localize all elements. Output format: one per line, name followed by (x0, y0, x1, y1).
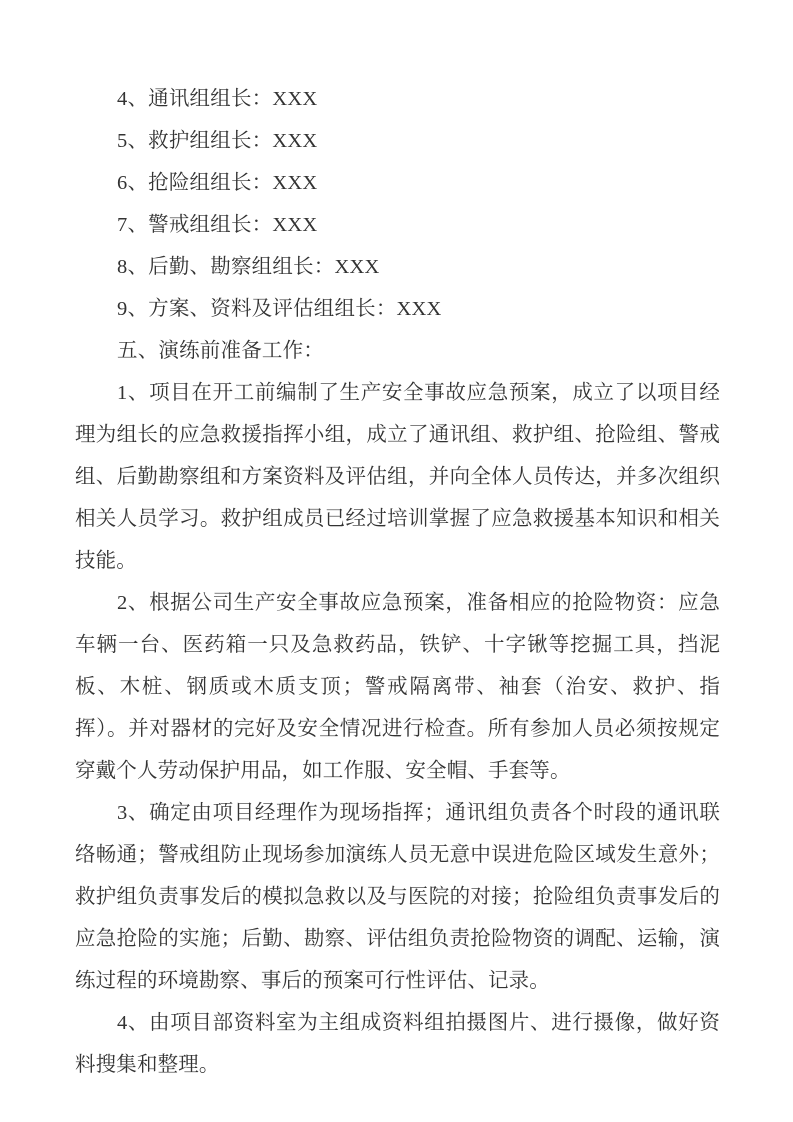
list-item: 7、警戒组组长：XXX (117, 214, 318, 236)
roster-group-leader-list (75, 78, 720, 330)
list-item: 8、后勤、勘察组组长：XXX (117, 256, 380, 278)
document-body (75, 78, 720, 1086)
paragraph: 4、由项目部资料室为主组成资料组拍摄图片、进行摄像，做好资料搜集和整理。 (75, 1012, 720, 1076)
list-item: 5、救护组组长：XXX (117, 130, 318, 152)
list-item: 4、通讯组组长：XXX (117, 88, 318, 110)
list-item: 9、方案、资料及评估组组长：XXX (117, 298, 442, 320)
preparation-paragraph-list (75, 372, 720, 1086)
paragraph: 1、项目在开工前编制了生产安全事故应急预案，成立了以项目经理为组长的应急救援指挥小组，成立了通讯组、救护组、抢险组、警戒组、后勤勘察组和方案资料及评估组，并向全体人员传达，并多次组织相关人员学习。救护组成员已经过培训掌握了应急救援基本知识和相关技能。 (75, 382, 720, 572)
section-heading: 五、演练前准备工作： (117, 340, 324, 362)
paragraph: 3、确定由项目经理作为现场指挥；通讯组负责各个时段的通讯联络畅通；警戒组防止现场参加演练人员无意中误进危险区域发生意外；救护组负责事发后的模拟急救以及与医院的对接；抢险组负责事发后的应急抢险的实施；后勤、勘察、评估组负责抢险物资的调配、运输，演练过程的环境勘察、事后的预案可行性评估、记录。 (75, 802, 720, 992)
list-item: 6、抢险组组长：XXX (117, 172, 318, 194)
paragraph: 2、根据公司生产安全事故应急预案，准备相应的抢险物资：应急车辆一台、医药箱一只及急救药品，铁铲、十字锹等挖掘工具，挡泥板、木桩、钢质或木质支顶；警戒隔离带、袖套（治安、救护、指挥）。并对器材的完好及安全情况进行检查。所有参加人员必须按规定穿戴个人劳动保护用品，如工作服、安全帽、手套等。 (75, 592, 720, 782)
